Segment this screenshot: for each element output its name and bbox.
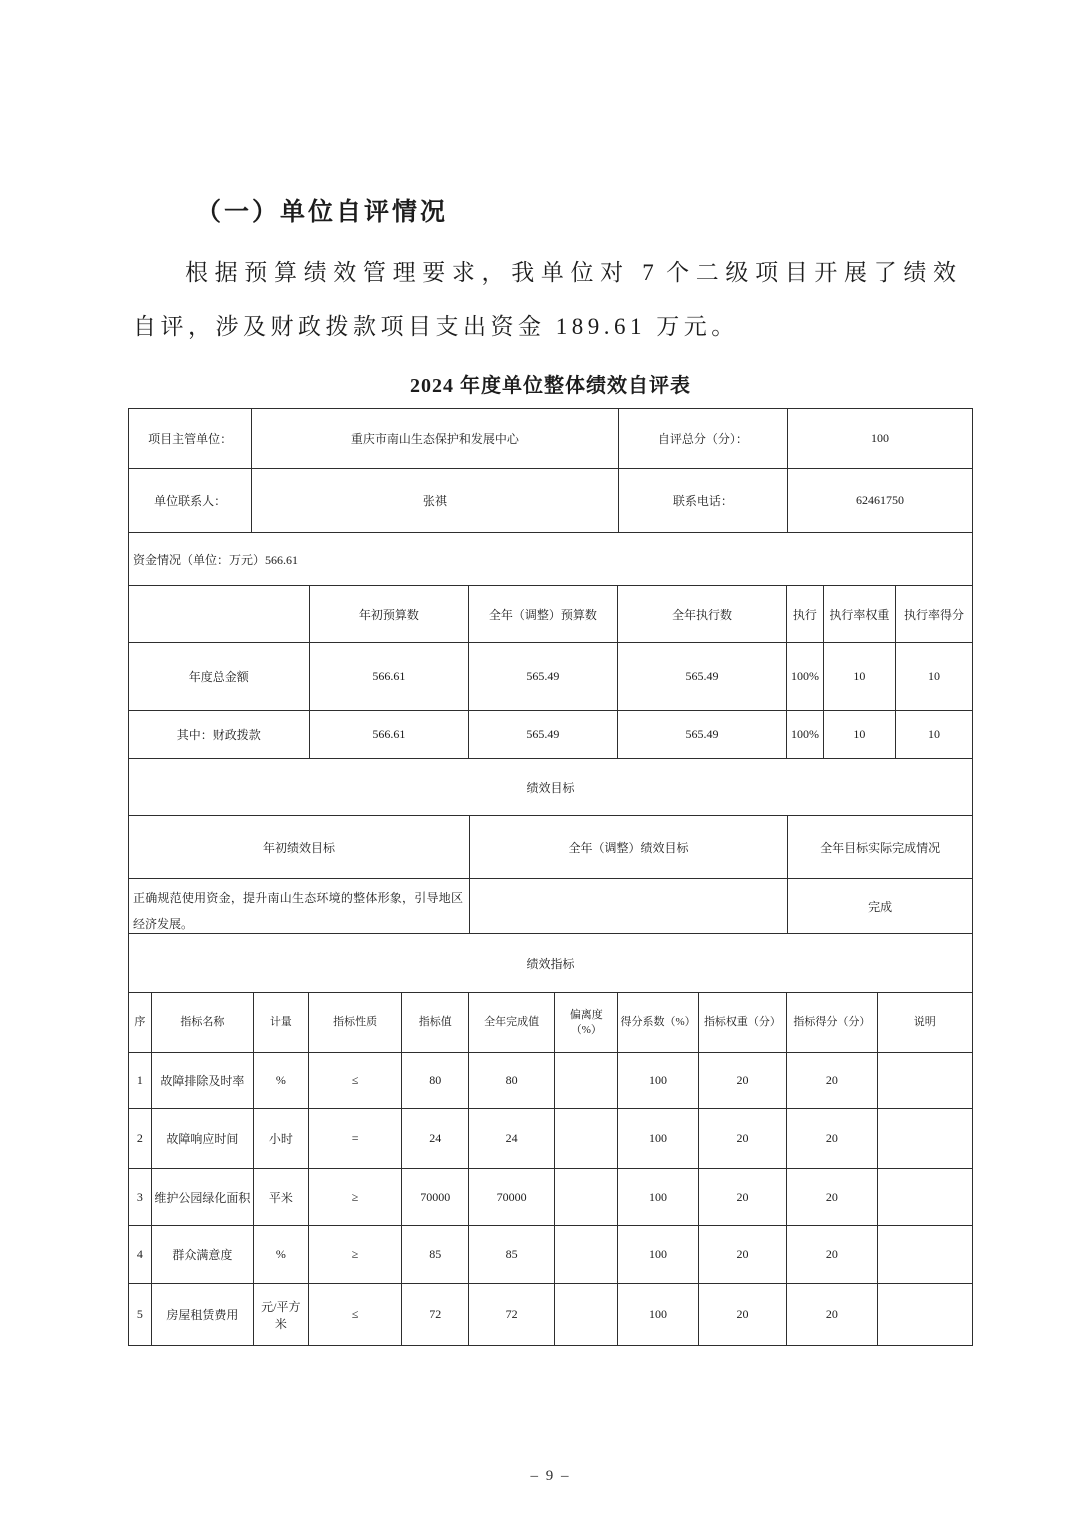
ind-5-nature: ≤ bbox=[309, 1284, 403, 1346]
ind-2-unit: 小时 bbox=[254, 1109, 309, 1169]
info-row-2 bbox=[129, 469, 973, 533]
goals-header-initial: 年初绩效目标 bbox=[129, 816, 470, 879]
budget-header-rate-weight: 执行率权重 bbox=[824, 586, 897, 643]
ind-5-remark bbox=[878, 1284, 973, 1346]
ind-4-weight: 20 bbox=[699, 1226, 788, 1284]
ind-2-weight: 20 bbox=[699, 1109, 788, 1169]
ind-4-nature: ≥ bbox=[309, 1226, 403, 1284]
label-competent-unit: 项目主管单位： bbox=[129, 409, 252, 469]
ind-5-target: 72 bbox=[402, 1284, 469, 1346]
ind-header-seq: 序 bbox=[129, 993, 152, 1053]
ind-5-coefficient: 100 bbox=[618, 1284, 698, 1346]
ind-3-unit: 平米 bbox=[254, 1169, 309, 1226]
indicator-row bbox=[129, 1226, 973, 1284]
budget-fiscal-adjusted: 565.49 bbox=[469, 711, 618, 759]
budget-header-initial: 年初预算数 bbox=[310, 586, 470, 643]
ind-5-actual: 72 bbox=[469, 1284, 555, 1346]
paragraph-line-1: 根据预算绩效管理要求，我单位对 7 个二级项目开展了绩效 bbox=[185, 260, 956, 285]
ind-header-coefficient: 得分系数（%） bbox=[618, 993, 698, 1053]
ind-2-seq: 2 bbox=[129, 1109, 152, 1169]
budget-total-executed: 565.49 bbox=[618, 643, 788, 711]
ind-header-remark: 说明 bbox=[878, 993, 973, 1053]
ind-header-nature: 指标性质 bbox=[309, 993, 403, 1053]
indicators-header-row bbox=[129, 993, 973, 1053]
budget-header-adjusted: 全年（调整）预算数 bbox=[469, 586, 618, 643]
goals-header-completion: 全年目标实际完成情况 bbox=[788, 816, 973, 879]
indicators-band-row bbox=[129, 934, 973, 993]
budget-header-empty bbox=[129, 586, 310, 643]
value-competent-unit: 重庆市南山生态保护和发展中心 bbox=[252, 409, 618, 469]
value-contact-person: 张祺 bbox=[252, 469, 618, 533]
label-contact-person: 单位联系人： bbox=[129, 469, 252, 533]
ind-1-nature: ≤ bbox=[309, 1053, 403, 1109]
ind-header-target: 指标值 bbox=[402, 993, 469, 1053]
self-evaluation-table bbox=[128, 408, 973, 1346]
section-heading: （一）单位自评情况 bbox=[196, 199, 449, 226]
goals-band-row bbox=[129, 759, 973, 816]
ind-4-seq: 4 bbox=[129, 1226, 152, 1284]
ind-5-weight: 20 bbox=[699, 1284, 788, 1346]
funds-row bbox=[129, 533, 973, 586]
info-row-1 bbox=[129, 409, 973, 469]
budget-total-initial: 566.61 bbox=[310, 643, 470, 711]
ind-2-remark bbox=[878, 1109, 973, 1169]
ind-5-seq: 5 bbox=[129, 1284, 152, 1346]
ind-4-name: 群众满意度 bbox=[152, 1226, 254, 1284]
ind-2-coefficient: 100 bbox=[618, 1109, 698, 1169]
ind-4-coefficient: 100 bbox=[618, 1226, 698, 1284]
goals-content-row bbox=[129, 879, 973, 934]
ind-3-score: 20 bbox=[787, 1169, 877, 1226]
ind-2-deviation bbox=[555, 1109, 618, 1169]
goals-header-adjusted: 全年（调整）绩效目标 bbox=[470, 816, 788, 879]
budget-total-rate: 100% bbox=[787, 643, 823, 711]
ind-3-target: 70000 bbox=[402, 1169, 469, 1226]
goals-band-label: 绩效目标 bbox=[129, 759, 973, 816]
ind-header-actual: 全年完成值 bbox=[469, 993, 555, 1053]
ind-1-deviation bbox=[555, 1053, 618, 1109]
budget-fiscal-rate: 100% bbox=[787, 711, 823, 759]
budget-fiscal-weight: 10 bbox=[824, 711, 897, 759]
ind-1-remark bbox=[878, 1053, 973, 1109]
budget-row-fiscal bbox=[129, 711, 973, 759]
budget-fiscal-label: 其中：财政拨款 bbox=[129, 711, 310, 759]
ind-4-score: 20 bbox=[787, 1226, 877, 1284]
goals-completion-text: 完成 bbox=[788, 879, 973, 934]
budget-total-adjusted: 565.49 bbox=[469, 643, 618, 711]
budget-total-score: 10 bbox=[896, 643, 973, 711]
goals-header-row bbox=[129, 816, 973, 879]
ind-3-weight: 20 bbox=[699, 1169, 788, 1226]
label-contact-phone: 联系电话： bbox=[619, 469, 789, 533]
ind-header-score: 指标得分（分） bbox=[787, 993, 877, 1053]
budget-header-row bbox=[129, 586, 973, 643]
ind-3-name: 维护公园绿化面积 bbox=[152, 1169, 254, 1226]
ind-3-remark bbox=[878, 1169, 973, 1226]
ind-1-seq: 1 bbox=[129, 1053, 152, 1109]
ind-5-deviation bbox=[555, 1284, 618, 1346]
ind-2-target: 24 bbox=[402, 1109, 469, 1169]
budget-header-exec-rate: 执行 bbox=[787, 586, 823, 643]
ind-1-unit: % bbox=[254, 1053, 309, 1109]
ind-1-actual: 80 bbox=[469, 1053, 555, 1109]
ind-header-unit: 计量 bbox=[254, 993, 309, 1053]
value-self-score: 100 bbox=[788, 409, 973, 469]
ind-5-score: 20 bbox=[787, 1284, 877, 1346]
indicators-band-label: 绩效指标 bbox=[129, 934, 973, 993]
ind-1-score: 20 bbox=[787, 1053, 877, 1109]
ind-4-unit: % bbox=[254, 1226, 309, 1284]
ind-1-name: 故障排除及时率 bbox=[152, 1053, 254, 1109]
budget-header-rate-score: 执行率得分 bbox=[896, 586, 973, 643]
ind-2-actual: 24 bbox=[469, 1109, 555, 1169]
ind-1-target: 80 bbox=[402, 1053, 469, 1109]
ind-3-seq: 3 bbox=[129, 1169, 152, 1226]
ind-3-nature: ≥ bbox=[309, 1169, 403, 1226]
ind-2-score: 20 bbox=[787, 1109, 877, 1169]
page-number: – 9 – bbox=[530, 1468, 571, 1484]
ind-header-weight: 指标权重（分） bbox=[699, 993, 788, 1053]
ind-2-name: 故障响应时间 bbox=[152, 1109, 254, 1169]
budget-total-label: 年度总金额 bbox=[129, 643, 310, 711]
ind-3-actual: 70000 bbox=[469, 1169, 555, 1226]
value-contact-phone: 62461750 bbox=[788, 469, 973, 533]
ind-5-unit: 元/平方米 bbox=[254, 1284, 309, 1346]
budget-fiscal-executed: 565.49 bbox=[618, 711, 788, 759]
ind-1-coefficient: 100 bbox=[618, 1053, 698, 1109]
label-self-score: 自评总分（分）： bbox=[619, 409, 789, 469]
indicator-row bbox=[129, 1284, 973, 1346]
ind-2-nature: = bbox=[309, 1109, 403, 1169]
ind-header-deviation: 偏离度（%） bbox=[555, 993, 618, 1053]
goals-adjusted-text bbox=[470, 879, 788, 934]
ind-4-deviation bbox=[555, 1226, 618, 1284]
ind-5-name: 房屋租赁费用 bbox=[152, 1284, 254, 1346]
ind-3-deviation bbox=[555, 1169, 618, 1226]
ind-4-remark bbox=[878, 1226, 973, 1284]
indicator-row bbox=[129, 1109, 973, 1169]
funds-line: 资金情况（单位：万元）566.61 bbox=[129, 533, 973, 586]
ind-3-coefficient: 100 bbox=[618, 1169, 698, 1226]
ind-1-weight: 20 bbox=[699, 1053, 788, 1109]
ind-header-name: 指标名称 bbox=[152, 993, 254, 1053]
budget-header-executed: 全年执行数 bbox=[618, 586, 788, 643]
budget-fiscal-initial: 566.61 bbox=[310, 711, 470, 759]
budget-row-total bbox=[129, 643, 973, 711]
ind-4-actual: 85 bbox=[469, 1226, 555, 1284]
budget-total-weight: 10 bbox=[824, 643, 897, 711]
budget-fiscal-score: 10 bbox=[896, 711, 973, 759]
table-title: 2024 年度单位整体绩效自评表 bbox=[410, 375, 691, 397]
indicator-row bbox=[129, 1169, 973, 1226]
indicator-row bbox=[129, 1053, 973, 1109]
ind-4-target: 85 bbox=[402, 1226, 469, 1284]
paragraph-line-2: 自评，涉及财政拨款项目支出资金 189.61 万元。 bbox=[133, 314, 739, 339]
goals-initial-text: 正确规范使用资金，提升南山生态环境的整体形象，引导地区经济发展。 bbox=[129, 879, 470, 934]
